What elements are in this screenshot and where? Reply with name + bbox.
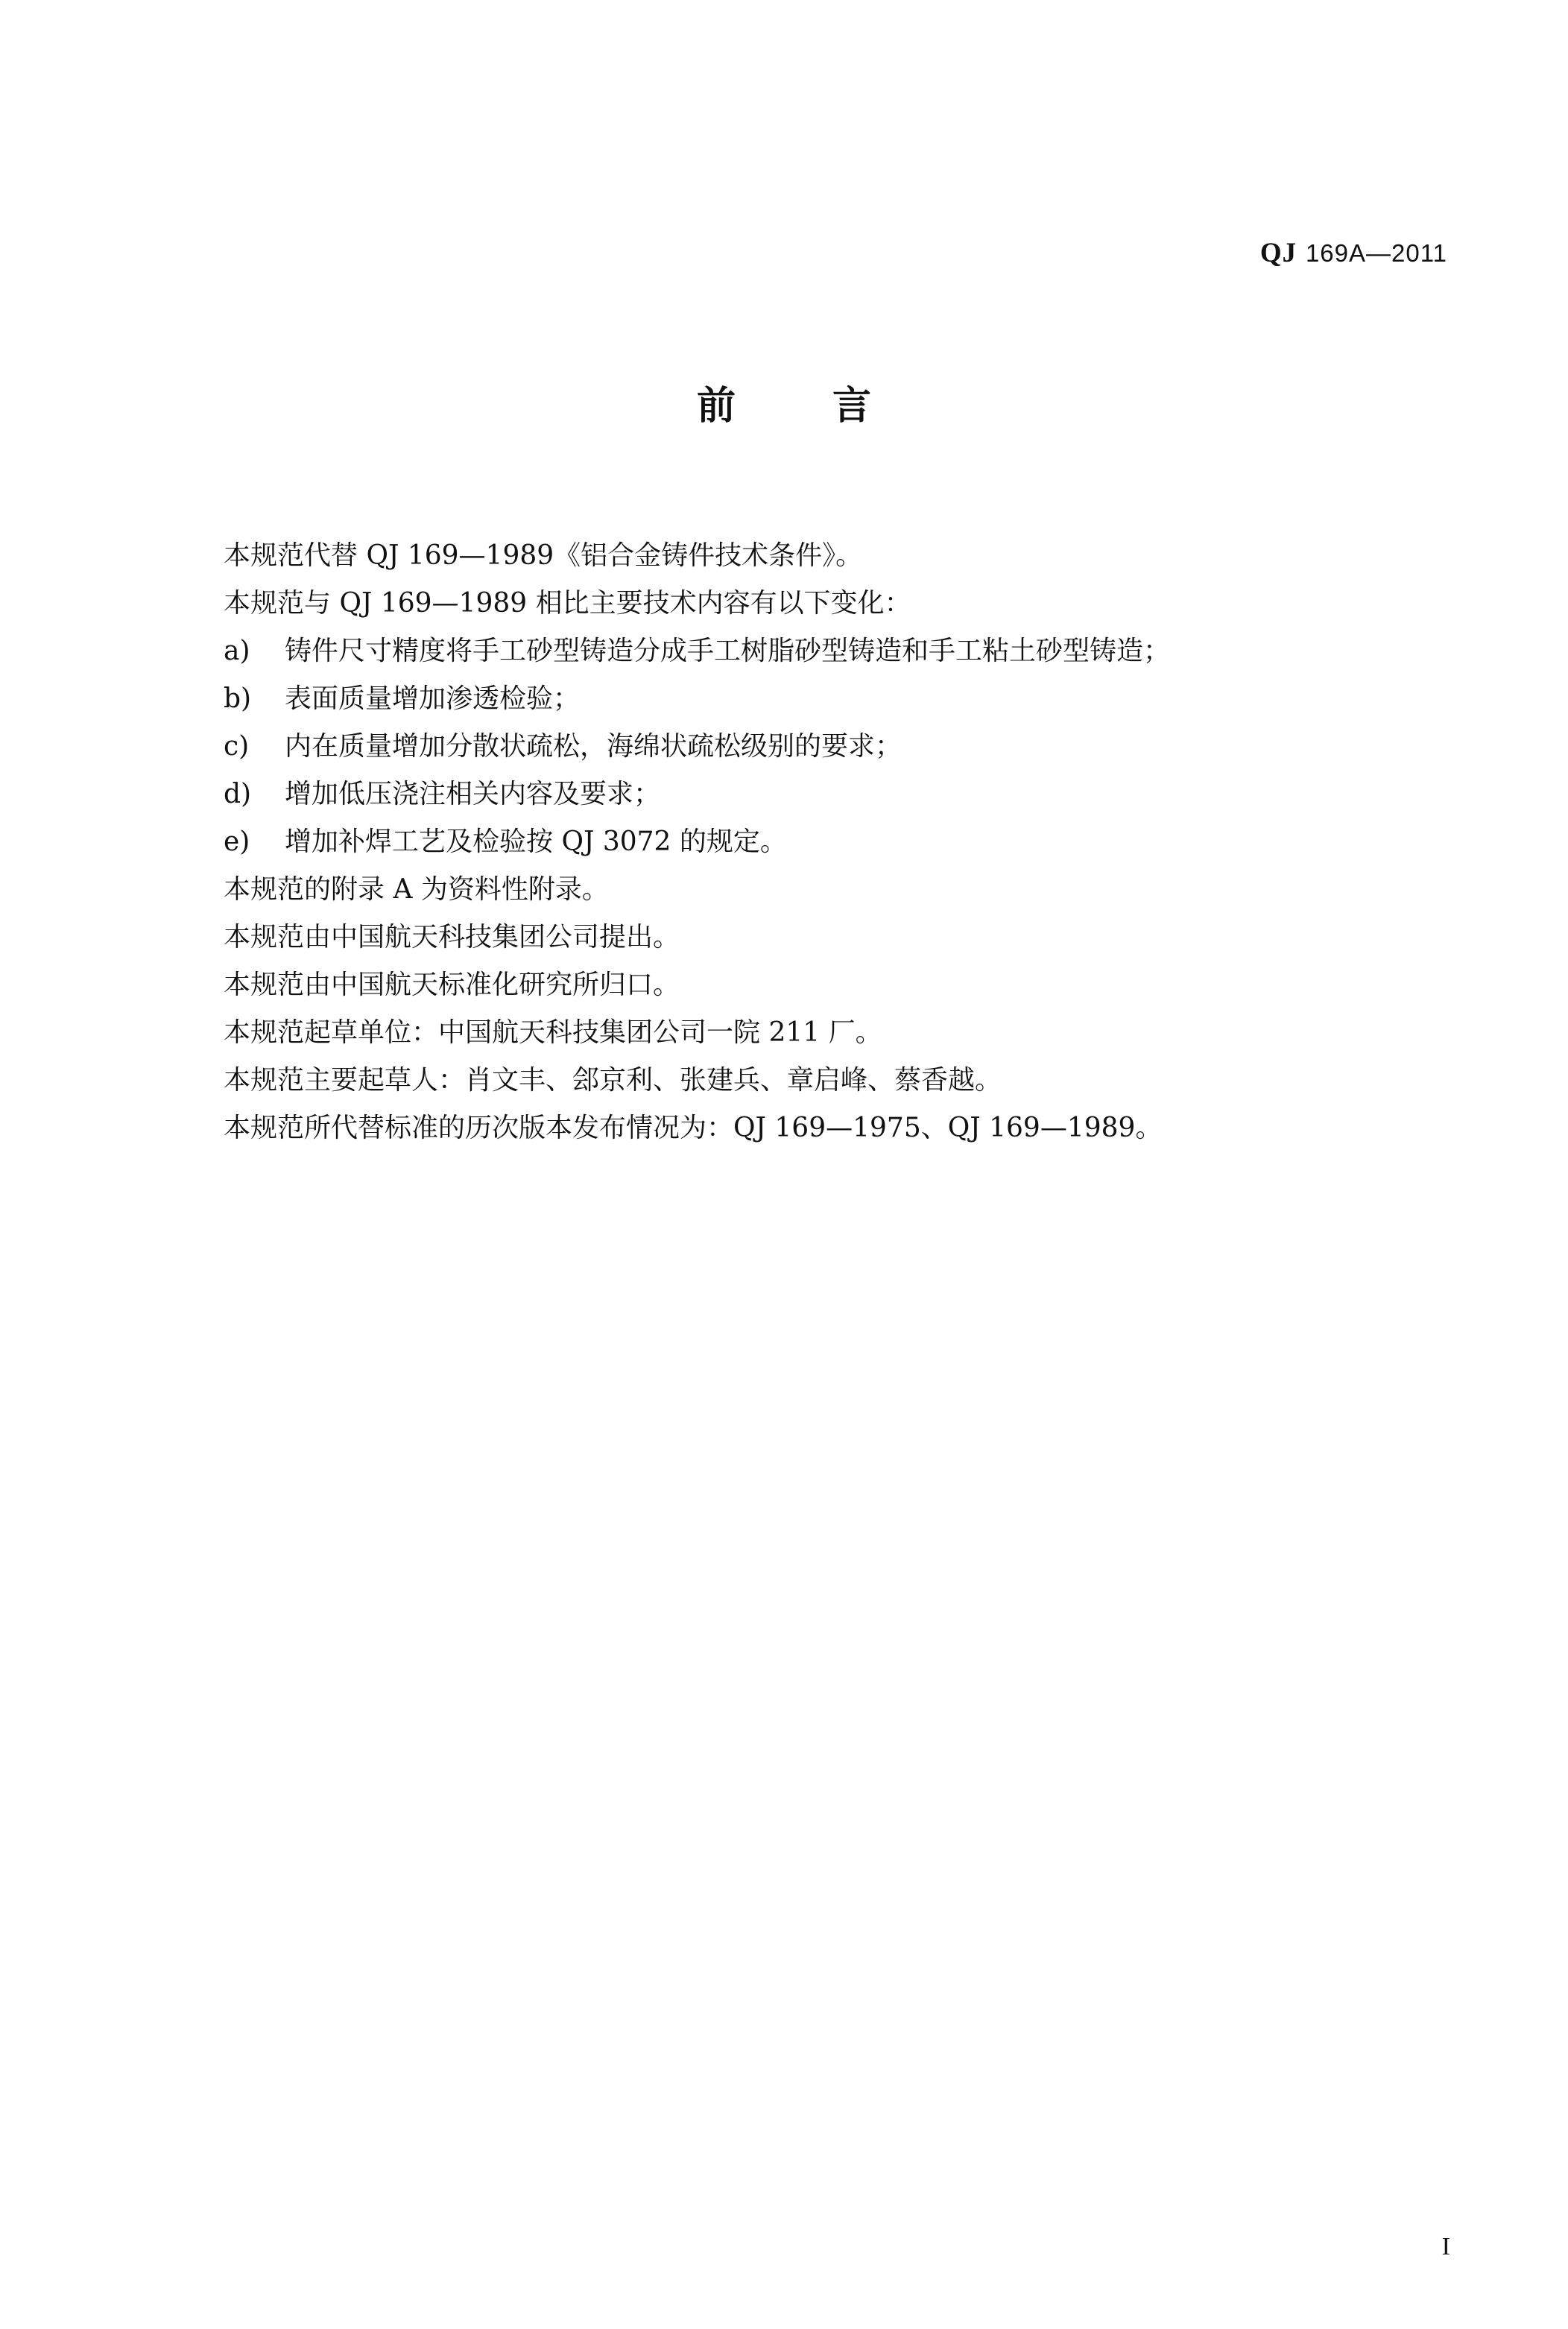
list-item-marker: d) <box>224 779 252 809</box>
document-code <box>1260 237 1447 269</box>
page-title: 前 言 <box>696 384 914 429</box>
list-item-marker: b) <box>224 683 252 714</box>
list-item-text: 内在质量增加分散状疏松，海绵状疏松级别的要求； <box>285 731 902 762</box>
list-item-text: 表面质量增加渗透检验； <box>285 683 581 714</box>
page-number: I <box>1441 2233 1450 2260</box>
list-item-marker: c) <box>224 731 250 762</box>
list-item-text: 铸件尺寸精度将手工砂型铸造分成手工树脂砂型铸造和手工粘土砂型铸造； <box>285 636 1171 666</box>
list-item <box>224 723 1461 771</box>
foreword-body <box>224 532 1461 1152</box>
list-item-text: 增加低压浇注相关内容及要求； <box>285 779 661 809</box>
document-code-number: 169A—2011 <box>1305 239 1447 267</box>
paragraph-appendix: 本规范的附录 A 为资料性附录。 <box>224 874 609 905</box>
list-item <box>224 818 1461 866</box>
list-item <box>224 675 1461 723</box>
paragraph-drafters: 本规范主要起草人：肖文丰、郐京利、张建兵、章启峰、蔡香越。 <box>224 1065 1002 1096</box>
list-item <box>224 628 1461 675</box>
list-item-marker: e) <box>224 827 250 857</box>
list-item-text: 增加补焊工艺及检验按 QJ 3072 的规定。 <box>285 827 787 857</box>
paragraph-administrator: 本规范由中国航天标准化研究所归口。 <box>224 970 680 1000</box>
list-item-marker: a) <box>224 636 250 666</box>
document-code-prefix: QJ <box>1259 238 1297 268</box>
paragraph-proposer: 本规范由中国航天科技集团公司提出。 <box>224 922 680 952</box>
paragraph-drafting-unit: 本规范起草单位：中国航天科技集团公司一院 211 厂。 <box>224 1017 882 1048</box>
list-item <box>224 771 1461 818</box>
paragraph-version-history: 本规范所代替标准的历次版本发布情况为：QJ 169—1975、QJ 169—1989。 <box>224 1113 1163 1143</box>
paragraph-changes-intro: 本规范与 QJ 169—1989 相比主要技术内容有以下变化： <box>224 588 911 619</box>
paragraph-replacement: 本规范代替 QJ 169—1989《铝合金铸件技术条件》。 <box>224 540 863 571</box>
